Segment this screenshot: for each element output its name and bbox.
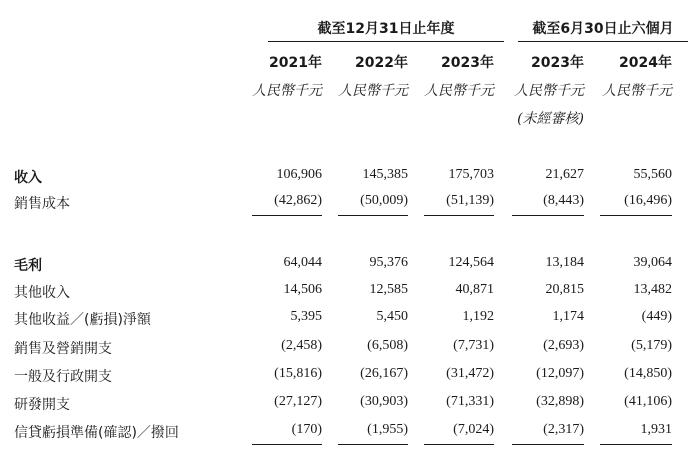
year-header-2021: 2021年 (269, 55, 322, 71)
cell-2022: (30,903) (360, 394, 408, 409)
cell-2024-interim: 1,931 (640, 422, 672, 437)
cell-2024-interim: (41,106) (624, 394, 672, 409)
cell-2022: (6,508) (367, 338, 408, 353)
row-label: 毛利 (14, 258, 42, 274)
table-row-cost-of-sales (0, 193, 700, 215)
cell-2024-interim: (5,179) (631, 338, 672, 353)
year-header-2023: 2023年 (441, 55, 494, 71)
cell-2023: 175,703 (448, 167, 494, 182)
table-row-revenue (0, 167, 700, 189)
cell-2023-interim: (2,693) (543, 338, 584, 353)
cell-2023: (31,472) (446, 366, 494, 381)
cell-2021: (42,862) (274, 193, 322, 208)
unit-header: 人民幣千元 (338, 83, 408, 99)
cell-2021: (2,458) (281, 338, 322, 353)
cell-2023-interim: 13,184 (545, 255, 584, 270)
table-row-other-gains-losses (0, 309, 700, 331)
header-group-interim-rule (518, 41, 688, 42)
cell-2023-interim: 1,174 (552, 309, 584, 324)
row-label: 其他收入 (14, 285, 70, 301)
year-header-2023-interim: 2023年 (531, 55, 584, 71)
cell-2023: (51,139) (446, 193, 494, 208)
subtotal-rule (424, 215, 494, 216)
cell-2023-interim: 21,627 (545, 167, 584, 182)
cell-2024-interim: 13,482 (633, 282, 672, 297)
cell-2021: 64,044 (283, 255, 322, 270)
cell-2022: (1,955) (367, 422, 408, 437)
subtotal-rule (252, 444, 322, 445)
row-label: 研發開支 (14, 397, 70, 413)
cell-2024-interim: (16,496) (624, 193, 672, 208)
table-row-research-development (0, 394, 700, 416)
cell-2022: 5,450 (376, 309, 408, 324)
cell-2022: 145,385 (362, 167, 408, 182)
table-row-general-admin (0, 366, 700, 388)
subtotal-rule (600, 215, 672, 216)
cell-2021: 5,395 (290, 309, 322, 324)
cell-2021: 106,906 (276, 167, 322, 182)
table-row-selling-marketing (0, 338, 700, 360)
cell-2022: 95,376 (369, 255, 408, 270)
header-group-annual: 截至12月31日止年度 (317, 21, 455, 37)
cell-2024-interim: 55,560 (633, 167, 672, 182)
unaudited-note: (未經審核) (517, 111, 584, 127)
subtotal-rule (338, 215, 408, 216)
cell-2024-interim: (449) (641, 309, 672, 324)
cell-2022: 12,585 (369, 282, 408, 297)
row-label: 收入 (14, 170, 42, 186)
row-label: 一般及行政開支 (14, 369, 112, 385)
cell-2023: 124,564 (448, 255, 494, 270)
row-label: 銷售及營銷開支 (14, 341, 112, 357)
table-row-gross-profit (0, 255, 700, 277)
row-label: 銷售成本 (14, 196, 70, 212)
header-group-interim: 截至6月30日止六個月 (532, 21, 674, 37)
year-header-2024-interim: 2024年 (619, 55, 672, 71)
subtotal-rule (512, 444, 584, 445)
subtotal-rule (338, 444, 408, 445)
row-label: 其他收益／(虧損)淨額 (14, 312, 151, 328)
subtotal-rule (600, 444, 672, 445)
cell-2021: (27,127) (274, 394, 322, 409)
cell-2023: (7,731) (453, 338, 494, 353)
cell-2021: (15,816) (274, 366, 322, 381)
subtotal-rule (424, 444, 494, 445)
cell-2021: 14,506 (283, 282, 322, 297)
year-header-2022: 2022年 (355, 55, 408, 71)
row-label: 信貸虧損準備(確認)／撥回 (14, 425, 179, 441)
cell-2023: 40,871 (455, 282, 494, 297)
subtotal-rule (512, 215, 584, 216)
header-group-annual-rule (268, 41, 504, 42)
subtotal-rule (252, 215, 322, 216)
cell-2023-interim: 20,815 (545, 282, 584, 297)
cell-2023-interim: (12,097) (536, 366, 584, 381)
cell-2024-interim: (14,850) (624, 366, 672, 381)
unit-header: 人民幣千元 (514, 83, 584, 99)
cell-2023-interim: (32,898) (536, 394, 584, 409)
unit-header: 人民幣千元 (602, 83, 672, 99)
cell-2022: (26,167) (360, 366, 408, 381)
cell-2022: (50,009) (360, 193, 408, 208)
unit-header: 人民幣千元 (424, 83, 494, 99)
table-row-other-income (0, 282, 700, 304)
cell-2021: (170) (291, 422, 322, 437)
cell-2023: 1,192 (462, 309, 494, 324)
cell-2023-interim: (2,317) (543, 422, 584, 437)
cell-2023-interim: (8,443) (543, 193, 584, 208)
table-row-credit-loss (0, 422, 700, 444)
unit-header: 人民幣千元 (252, 83, 322, 99)
cell-2023: (71,331) (446, 394, 494, 409)
cell-2024-interim: 39,064 (633, 255, 672, 270)
cell-2023: (7,024) (453, 422, 494, 437)
